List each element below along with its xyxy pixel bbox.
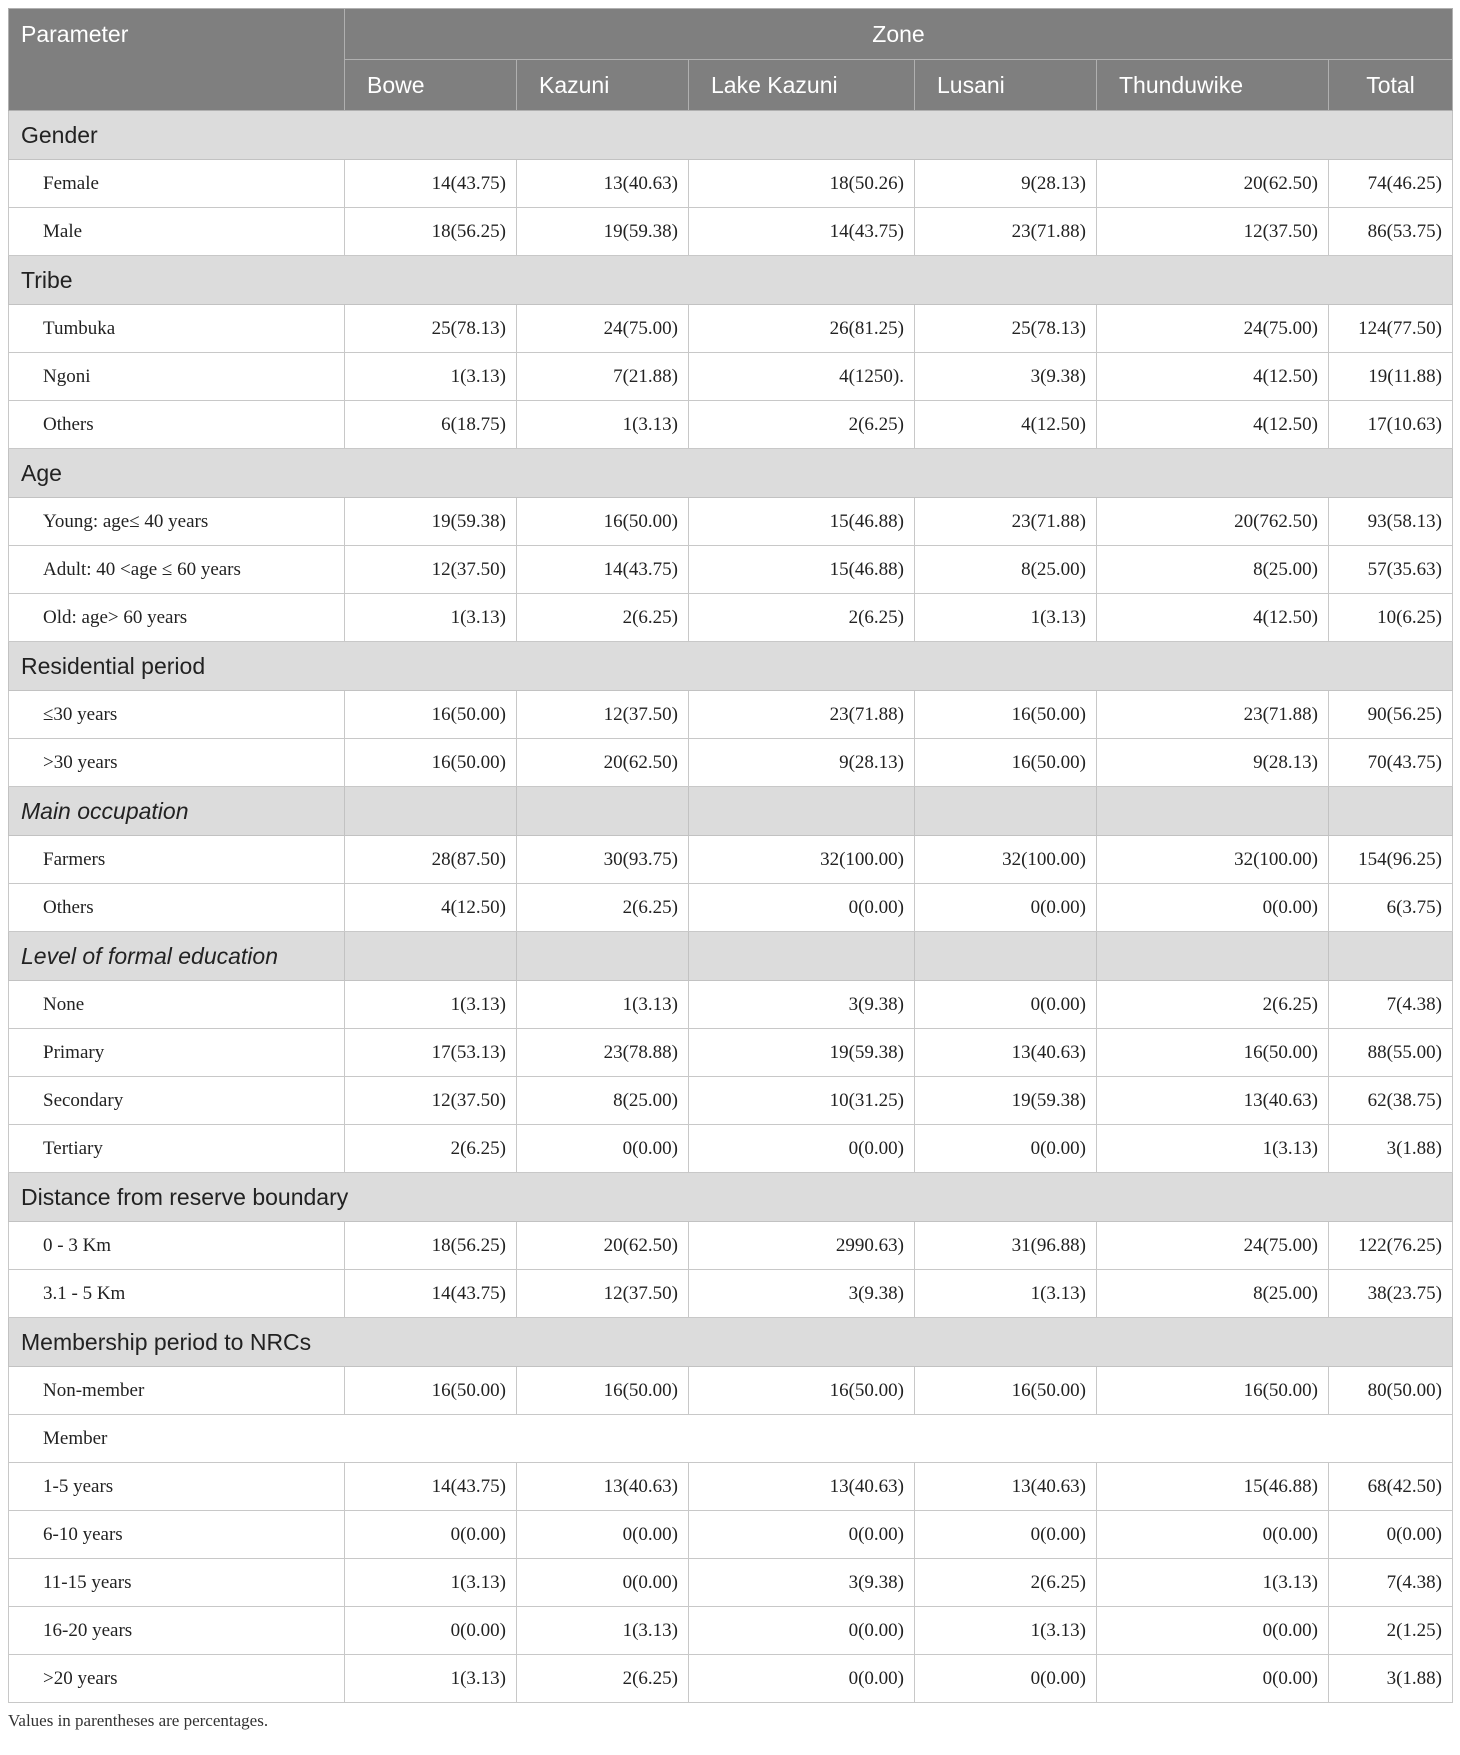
group-empty-cell [1097,932,1329,981]
value-cell: 0(0.00) [1097,884,1329,932]
value-cell: 18(56.25) [345,1222,517,1270]
table-container [8,8,1452,1731]
table-row [9,1559,1453,1607]
group-title: Main occupation [9,787,345,836]
table-row [9,739,1453,787]
row-label: Ngoni [9,353,345,401]
value-cell: 2(1.25) [1329,1607,1453,1655]
row-label: Tumbuka [9,305,345,353]
table-row [9,1655,1453,1703]
value-cell: 0(0.00) [915,1511,1097,1559]
value-cell: 16(50.00) [345,691,517,739]
group-title: Distance from reserve boundary [9,1173,1453,1222]
value-cell: 154(96.25) [1329,836,1453,884]
subgroup-row [9,1415,1453,1463]
value-cell: 0(0.00) [915,1125,1097,1173]
value-cell: 19(59.38) [517,208,689,256]
value-cell: 2(6.25) [1097,981,1329,1029]
group-title: Membership period to NRCs [9,1318,1453,1367]
value-cell: 18(56.25) [345,208,517,256]
value-cell: 122(76.25) [1329,1222,1453,1270]
value-cell: 1(3.13) [517,401,689,449]
table-row [9,401,1453,449]
value-cell: 3(9.38) [689,1270,915,1318]
table-row [9,1270,1453,1318]
table-row [9,1511,1453,1559]
table-row [9,836,1453,884]
value-cell: 0(0.00) [517,1125,689,1173]
group-empty-cell [1329,932,1453,981]
group-header-row [9,256,1453,305]
table-row [9,1367,1453,1415]
value-cell: 7(4.38) [1329,1559,1453,1607]
value-cell: 3(1.88) [1329,1125,1453,1173]
value-cell: 74(46.25) [1329,160,1453,208]
value-cell: 2(6.25) [517,1655,689,1703]
value-cell: 4(12.50) [1097,594,1329,642]
value-cell: 0(0.00) [689,1125,915,1173]
value-cell: 3(9.38) [689,981,915,1029]
header-col-bowe: Bowe [345,60,517,111]
value-cell: 7(21.88) [517,353,689,401]
value-cell: 16(50.00) [915,739,1097,787]
row-label: 1-5 years [9,1463,345,1511]
value-cell: 26(81.25) [689,305,915,353]
value-cell: 20(62.50) [517,1222,689,1270]
header-col-thunduwike: Thunduwike [1097,60,1329,111]
value-cell: 62(38.75) [1329,1077,1453,1125]
group-title: Residential period [9,642,1453,691]
value-cell: 19(59.38) [915,1077,1097,1125]
value-cell: 8(25.00) [915,546,1097,594]
value-cell: 20(62.50) [517,739,689,787]
value-cell: 16(50.00) [915,691,1097,739]
value-cell: 2(6.25) [345,1125,517,1173]
value-cell: 16(50.00) [517,498,689,546]
row-label: 0 - 3 Km [9,1222,345,1270]
value-cell: 4(12.50) [915,401,1097,449]
value-cell: 8(25.00) [1097,546,1329,594]
value-cell: 14(43.75) [345,1270,517,1318]
value-cell: 10(6.25) [1329,594,1453,642]
value-cell: 15(46.88) [689,546,915,594]
row-label: Tertiary [9,1125,345,1173]
header-col-lake-kazuni: Lake Kazuni [689,60,915,111]
group-empty-cell [517,932,689,981]
group-empty-cell [1329,787,1453,836]
table-row [9,1077,1453,1125]
value-cell: 4(12.50) [1097,353,1329,401]
row-label: Farmers [9,836,345,884]
table-header [9,9,1453,111]
value-cell: 0(0.00) [1329,1511,1453,1559]
value-cell: 70(43.75) [1329,739,1453,787]
row-label: Adult: 40 <age ≤ 60 years [9,546,345,594]
value-cell: 12(37.50) [517,1270,689,1318]
value-cell: 20(62.50) [1097,160,1329,208]
group-header-row [9,111,1453,160]
value-cell: 13(40.63) [517,160,689,208]
value-cell: 15(46.88) [1097,1463,1329,1511]
value-cell: 0(0.00) [915,1655,1097,1703]
value-cell: 0(0.00) [915,981,1097,1029]
value-cell: 0(0.00) [1097,1607,1329,1655]
value-cell: 19(59.38) [689,1029,915,1077]
row-label: Others [9,401,345,449]
row-label: Non-member [9,1367,345,1415]
value-cell: 16(50.00) [1097,1367,1329,1415]
value-cell: 13(40.63) [915,1463,1097,1511]
group-title: Age [9,449,1453,498]
row-label: >20 years [9,1655,345,1703]
row-label: ≤30 years [9,691,345,739]
value-cell: 124(77.50) [1329,305,1453,353]
value-cell: 8(25.00) [1097,1270,1329,1318]
value-cell: 90(56.25) [1329,691,1453,739]
row-label: Primary [9,1029,345,1077]
table-row [9,305,1453,353]
value-cell: 25(78.13) [915,305,1097,353]
group-title: Level of formal education [9,932,345,981]
value-cell: 12(37.50) [345,546,517,594]
row-label: 3.1 - 5 Km [9,1270,345,1318]
value-cell: 14(43.75) [345,160,517,208]
table-row [9,884,1453,932]
value-cell: 1(3.13) [1097,1125,1329,1173]
value-cell: 0(0.00) [689,884,915,932]
value-cell: 32(100.00) [689,836,915,884]
value-cell: 80(50.00) [1329,1367,1453,1415]
value-cell: 13(40.63) [915,1029,1097,1077]
value-cell: 31(96.88) [915,1222,1097,1270]
row-label: >30 years [9,739,345,787]
header-col-lusani: Lusani [915,60,1097,111]
group-header-row [9,932,1453,981]
value-cell: 68(42.50) [1329,1463,1453,1511]
demographics-table [8,8,1453,1703]
value-cell: 1(3.13) [345,1655,517,1703]
value-cell: 6(18.75) [345,401,517,449]
header-blank [9,60,345,111]
value-cell: 3(9.38) [915,353,1097,401]
value-cell: 24(75.00) [1097,1222,1329,1270]
group-empty-cell [345,787,517,836]
value-cell: 17(53.13) [345,1029,517,1077]
value-cell: 1(3.13) [915,1270,1097,1318]
group-header-row [9,787,1453,836]
table-row [9,1463,1453,1511]
row-label: 6-10 years [9,1511,345,1559]
group-empty-cell [689,787,915,836]
group-empty-cell [1097,787,1329,836]
value-cell: 20(762.50) [1097,498,1329,546]
value-cell: 1(3.13) [915,1607,1097,1655]
table-row [9,594,1453,642]
table-row [9,1029,1453,1077]
table-footnote: Values in parentheses are percentages. [8,1711,269,1730]
row-label: Others [9,884,345,932]
value-cell: 19(59.38) [345,498,517,546]
group-empty-cell [517,787,689,836]
value-cell: 0(0.00) [689,1655,915,1703]
value-cell: 0(0.00) [517,1511,689,1559]
value-cell: 16(50.00) [517,1367,689,1415]
value-cell: 12(37.50) [345,1077,517,1125]
value-cell: 18(50.26) [689,160,915,208]
value-cell: 12(37.50) [517,691,689,739]
row-label: Secondary [9,1077,345,1125]
value-cell: 0(0.00) [345,1607,517,1655]
table-row [9,353,1453,401]
value-cell: 57(35.63) [1329,546,1453,594]
value-cell: 32(100.00) [915,836,1097,884]
table-row [9,1222,1453,1270]
value-cell: 3(9.38) [689,1559,915,1607]
row-label: 11-15 years [9,1559,345,1607]
value-cell: 17(10.63) [1329,401,1453,449]
value-cell: 14(43.75) [689,208,915,256]
value-cell: 9(28.13) [915,160,1097,208]
table-body [9,111,1453,1703]
group-empty-cell [915,787,1097,836]
subgroup-label: Member [9,1415,1453,1463]
row-label: Male [9,208,345,256]
value-cell: 0(0.00) [1097,1511,1329,1559]
value-cell: 16(50.00) [689,1367,915,1415]
group-title: Gender [9,111,1453,160]
value-cell: 13(40.63) [1097,1077,1329,1125]
value-cell: 28(87.50) [345,836,517,884]
header-zone: Zone [345,9,1453,60]
value-cell: 2(6.25) [517,594,689,642]
value-cell: 23(78.88) [517,1029,689,1077]
value-cell: 23(71.88) [1097,691,1329,739]
value-cell: 24(75.00) [517,305,689,353]
group-header-row [9,449,1453,498]
table-row [9,498,1453,546]
value-cell: 13(40.63) [689,1463,915,1511]
value-cell: 25(78.13) [345,305,517,353]
value-cell: 2990.63) [689,1222,915,1270]
table-row [9,1125,1453,1173]
value-cell: 1(3.13) [345,594,517,642]
value-cell: 12(37.50) [1097,208,1329,256]
table-row [9,981,1453,1029]
value-cell: 9(28.13) [1097,739,1329,787]
header-parameter: Parameter [9,9,345,60]
value-cell: 0(0.00) [345,1511,517,1559]
value-cell: 16(50.00) [345,1367,517,1415]
value-cell: 24(75.00) [1097,305,1329,353]
header-col-total: Total [1329,60,1453,111]
value-cell: 0(0.00) [689,1607,915,1655]
value-cell: 10(31.25) [689,1077,915,1125]
table-row [9,1607,1453,1655]
value-cell: 2(6.25) [915,1559,1097,1607]
value-cell: 16(50.00) [345,739,517,787]
value-cell: 2(6.25) [689,594,915,642]
value-cell: 14(43.75) [345,1463,517,1511]
value-cell: 2(6.25) [517,884,689,932]
value-cell: 1(3.13) [1097,1559,1329,1607]
group-empty-cell [345,932,517,981]
value-cell: 0(0.00) [1097,1655,1329,1703]
row-label: None [9,981,345,1029]
value-cell: 38(23.75) [1329,1270,1453,1318]
value-cell: 4(12.50) [1097,401,1329,449]
value-cell: 0(0.00) [517,1559,689,1607]
value-cell: 4(12.50) [345,884,517,932]
value-cell: 1(3.13) [345,353,517,401]
value-cell: 16(50.00) [915,1367,1097,1415]
value-cell: 30(93.75) [517,836,689,884]
value-cell: 23(71.88) [915,498,1097,546]
group-empty-cell [689,932,915,981]
value-cell: 6(3.75) [1329,884,1453,932]
value-cell: 16(50.00) [1097,1029,1329,1077]
value-cell: 9(28.13) [689,739,915,787]
value-cell: 1(3.13) [345,1559,517,1607]
value-cell: 23(71.88) [689,691,915,739]
value-cell: 15(46.88) [689,498,915,546]
value-cell: 1(3.13) [517,1607,689,1655]
value-cell: 7(4.38) [1329,981,1453,1029]
value-cell: 19(11.88) [1329,353,1453,401]
value-cell: 23(71.88) [915,208,1097,256]
row-label: Young: age≤ 40 years [9,498,345,546]
value-cell: 8(25.00) [517,1077,689,1125]
table-row [9,691,1453,739]
table-row [9,546,1453,594]
value-cell: 14(43.75) [517,546,689,594]
table-row [9,160,1453,208]
value-cell: 1(3.13) [345,981,517,1029]
value-cell: 2(6.25) [689,401,915,449]
value-cell: 86(53.75) [1329,208,1453,256]
row-label: Female [9,160,345,208]
value-cell: 0(0.00) [689,1511,915,1559]
value-cell: 93(58.13) [1329,498,1453,546]
value-cell: 3(1.88) [1329,1655,1453,1703]
value-cell: 13(40.63) [517,1463,689,1511]
table-row [9,208,1453,256]
group-title: Tribe [9,256,1453,305]
header-col-kazuni: Kazuni [517,60,689,111]
group-header-row [9,1318,1453,1367]
group-empty-cell [915,932,1097,981]
row-label: Old: age> 60 years [9,594,345,642]
value-cell: 0(0.00) [915,884,1097,932]
value-cell: 1(3.13) [517,981,689,1029]
group-header-row [9,642,1453,691]
value-cell: 1(3.13) [915,594,1097,642]
group-header-row [9,1173,1453,1222]
value-cell: 88(55.00) [1329,1029,1453,1077]
value-cell: 4(1250). [689,353,915,401]
value-cell: 32(100.00) [1097,836,1329,884]
row-label: 16-20 years [9,1607,345,1655]
